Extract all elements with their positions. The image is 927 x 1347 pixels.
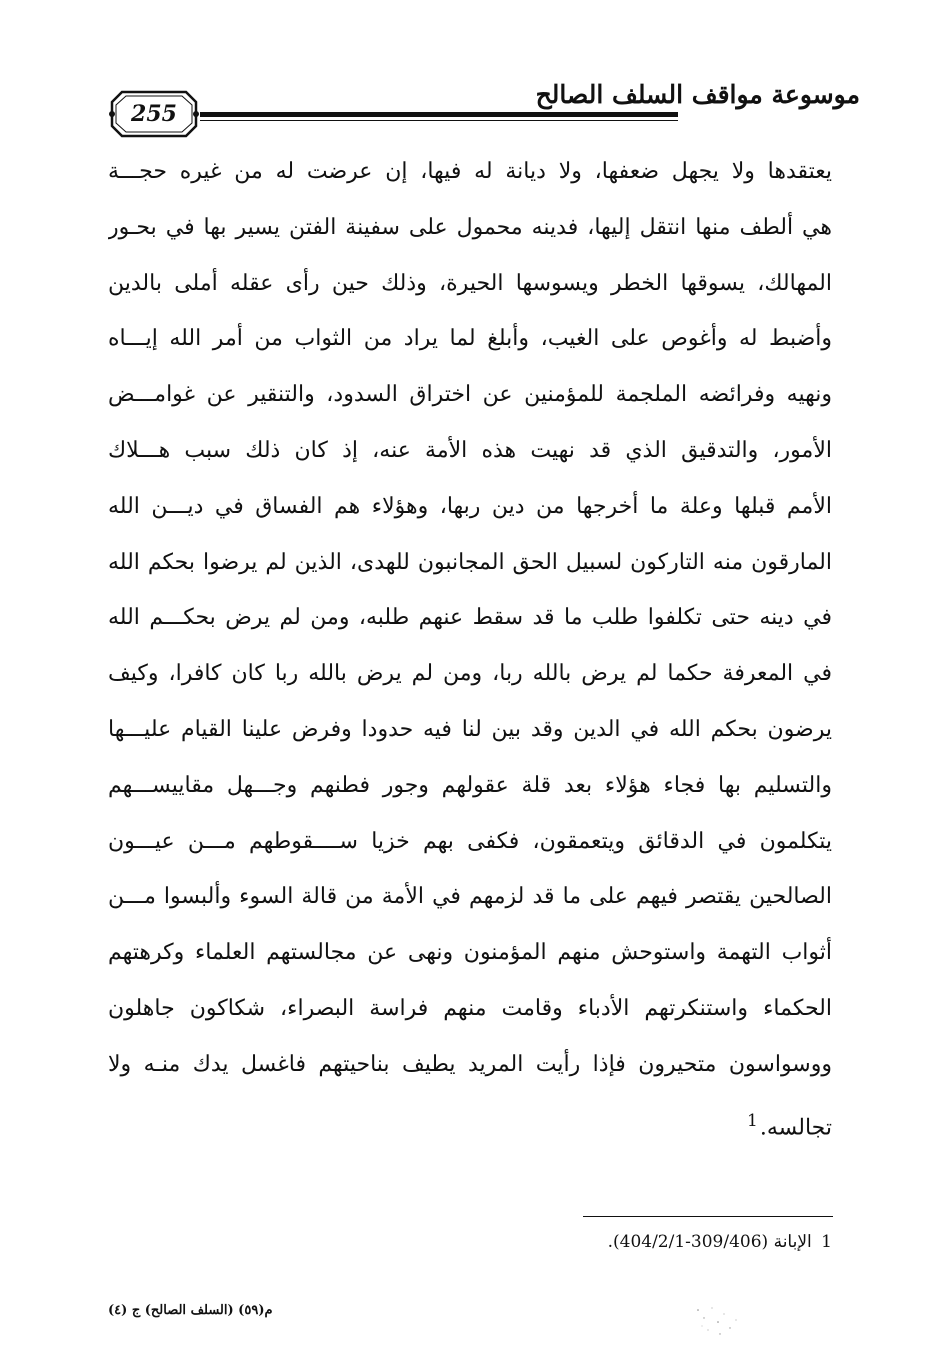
footnote — [432, 1232, 832, 1252]
last-line-text: تجالسه. — [759, 1114, 832, 1140]
footnote-separator — [583, 1216, 833, 1217]
text-line: الحكماء واستنكرتهم الأدباء وقامت منهم فراسة البصراء، شكاكون جاهلون — [108, 995, 832, 1021]
footnote-text: الإبانة (309/406-404/2/1). — [607, 1232, 812, 1252]
printer-signature: م(٥٩) (السلف الصالح) ج (٤) — [108, 1303, 273, 1318]
text-line: يتكلمون في الدقائق ويتعمقون، فكفى بهم خزيا ســــقوطهم مـــن عيـــون — [108, 828, 832, 854]
text-line: وأضبط له وأغوص على الغيب، وأبلغ لما يراد من الثواب من أمر الله إيـــاه — [108, 326, 832, 352]
page-number: 255 — [131, 101, 177, 127]
text-line-last — [108, 1095, 832, 1151]
footnote-number: 1 — [821, 1232, 832, 1252]
text-line: هي ألطف منها انتقل إليها، فدينه محمول على سفينة الفتن يسير بها في بحـور — [108, 214, 832, 240]
text-line: المهالك، يسوقها الخطر ويسوسها الحيرة، وذلك حين رأى عقله أملى بالدين — [108, 270, 832, 296]
text-line: الأمور، والتدقيق الذي قد نهيت هذه الأمة عنه، إذ كان ذلك سبب هـــلاك — [108, 437, 832, 463]
text-line: ووسواسون متحيرون فإذا رأيت المريد يطيف بناحيتهم فاغسل يدك منـه ولا — [108, 1051, 832, 1077]
text-line: الأمم قبلها وعلة ما أخرجها من دين ربها، وهؤلاء هم الفساق في ديـــن الله — [108, 493, 832, 519]
page-number-badge — [108, 88, 200, 140]
running-title: موسوعة مواقف السلف الصالح — [535, 80, 860, 109]
text-line: في المعرفة حكما لم يرض بالله ربا، ومن لم يرض بالله ربا كان كافرا، وكيف — [108, 661, 832, 687]
text-line: والتسليم بها فجاء هؤلاء بعد قلة عقولهم وجور فطنهم وجـــهل مقاييســـهم — [108, 772, 832, 798]
page-header — [100, 70, 860, 150]
text-line: الصالحين يقتصر فيهم على ما قد لزمهم في الأمة من قالة السوء وألبسوا مـــن — [108, 884, 832, 910]
text-line: المارقون منه التاركون لسبيل الحق المجانبون للهدى، الذين لم يرضوا بحكم الله — [108, 549, 832, 575]
text-line: يرضون بحكم الله في الدين وقد بين لنا فيه حدودا وفرض علينا القيام عليـــها — [108, 716, 832, 742]
scan-noise-icon — [690, 1300, 750, 1340]
footnote-marker[interactable]: 1 — [747, 1110, 758, 1131]
header-rule-thin — [200, 120, 678, 121]
text-line: أثواب التهمة واستوحش منهم المؤمنون ونهى عن مجالستهم العلماء وكرهتهم — [108, 940, 832, 966]
text-line: يعتقدها ولا يجهل ضعفها، ولا ديانة له فيها، إن عرضت له من غيره حجـــة — [108, 159, 832, 184]
text-line: ونهيه وفرائضه الملجمة للمؤمنين عن اختراق السدود، والتنقير عن غوامـــض — [108, 382, 832, 408]
text-line: في دينه حتى تكلفوا طلب ما قد سقط عنهم طلبه، ومن لم يرض بحكـــم الله — [108, 605, 832, 631]
main-text — [108, 146, 832, 1150]
header-rule — [200, 112, 678, 117]
